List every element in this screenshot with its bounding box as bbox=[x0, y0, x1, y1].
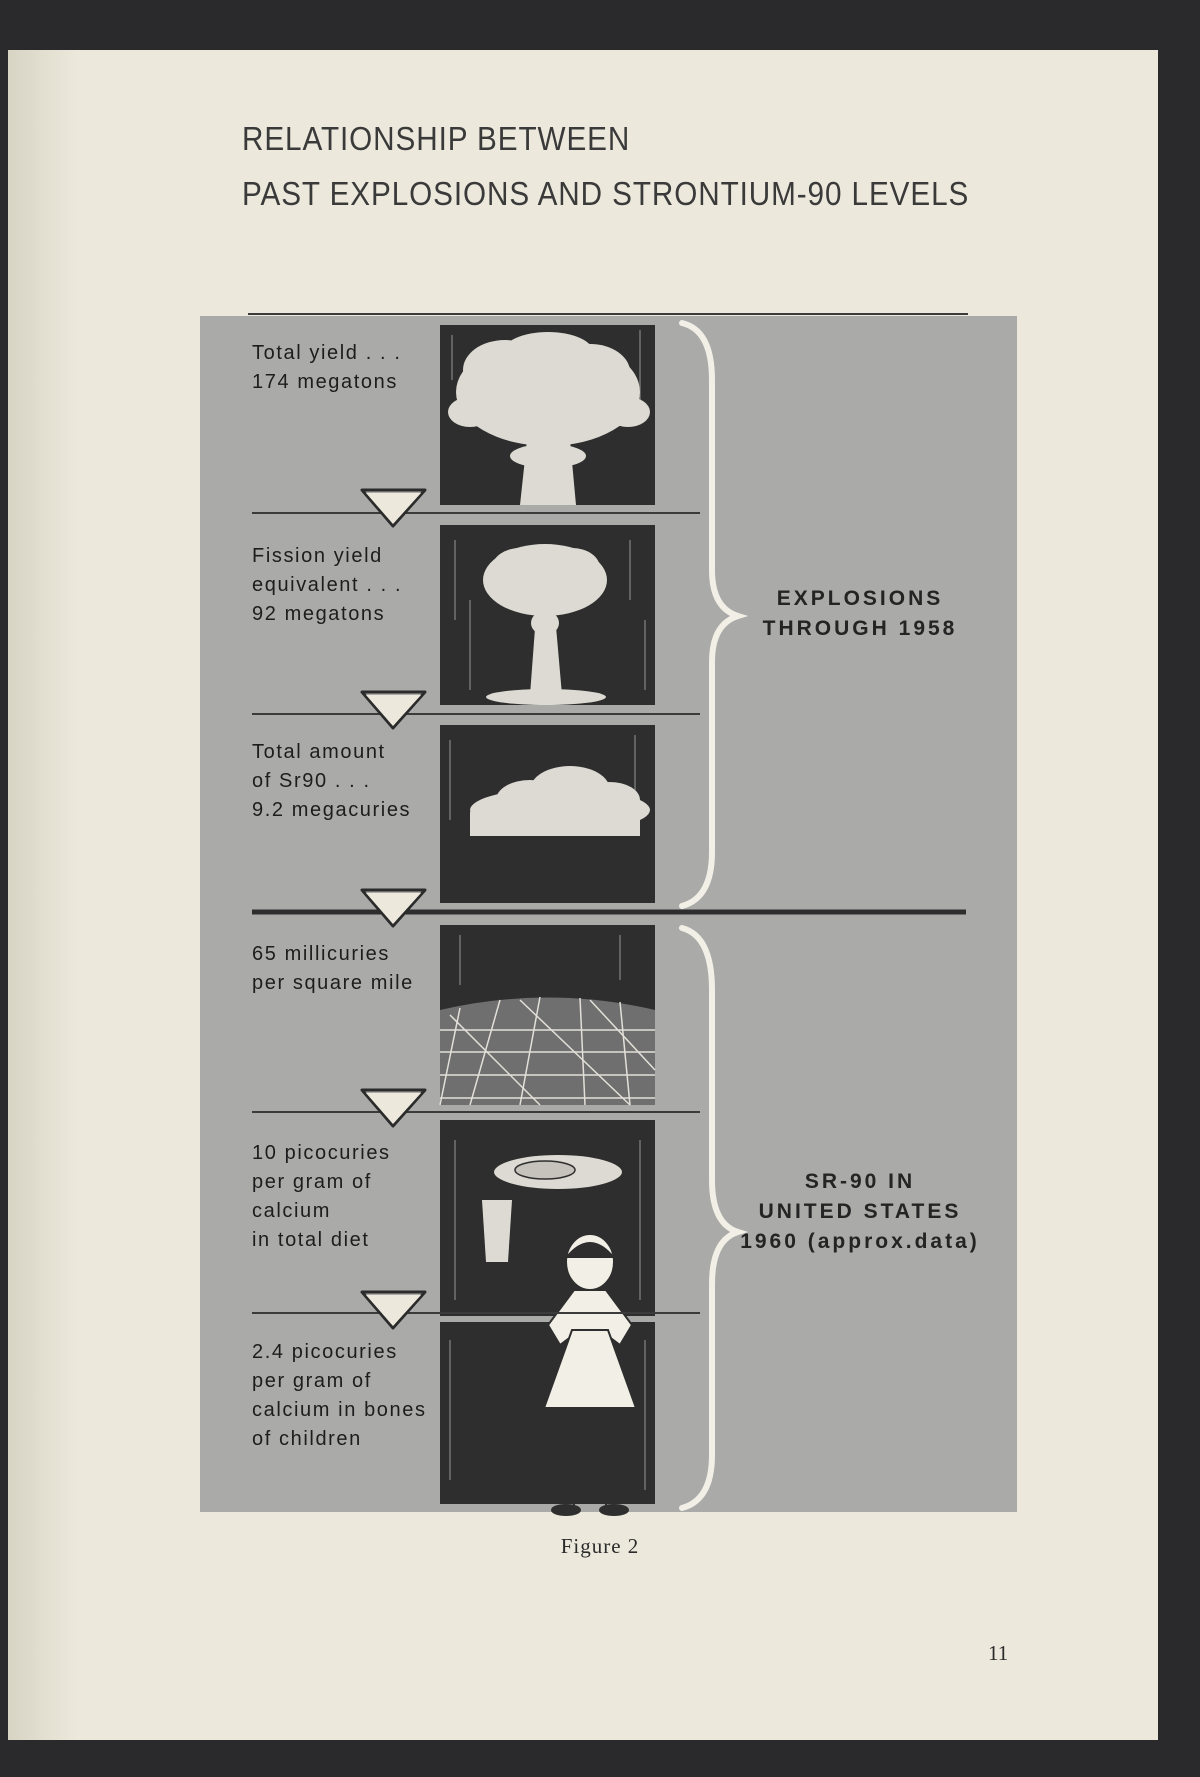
stage-label-total-yield: Total yield . . . 174 megatons bbox=[252, 342, 402, 393]
panel-child-bg bbox=[440, 1322, 655, 1504]
ground-grid-icon bbox=[440, 997, 655, 1105]
stage-label-bones: 2.4 picocuries per gram of calcium in bones of children bbox=[252, 1341, 427, 1450]
stage-label-fission-yield: Fission yield equivalent . . . 92 megatons bbox=[252, 545, 403, 625]
figure-title-line-1: RELATIONSHIP BETWEEN bbox=[242, 120, 631, 157]
upper-curly-bracket bbox=[682, 323, 738, 906]
stage-label-diet: 10 picocuries per gram of calcium in total diet bbox=[252, 1142, 391, 1251]
bracket-label-explosions: EXPLOSIONS THROUGH 1958 bbox=[762, 587, 958, 640]
figure-title-line-2: PAST EXPLOSIONS AND STRONTIUM-90 LEVELS bbox=[242, 175, 970, 212]
panel-diet-bg bbox=[440, 1120, 655, 1316]
stage-label-ground-deposit: 65 millicuries per square mile bbox=[252, 943, 414, 994]
figure-caption: Figure 2 bbox=[560, 1534, 640, 1558]
page-number: 11 bbox=[988, 1641, 1009, 1665]
stage-label-total-sr90: Total amount of Sr90 . . . 9.2 megacuries bbox=[252, 741, 412, 821]
bracket-label-sr90-us: SR-90 IN UNITED STATES 1960 (approx.data) bbox=[740, 1170, 980, 1253]
